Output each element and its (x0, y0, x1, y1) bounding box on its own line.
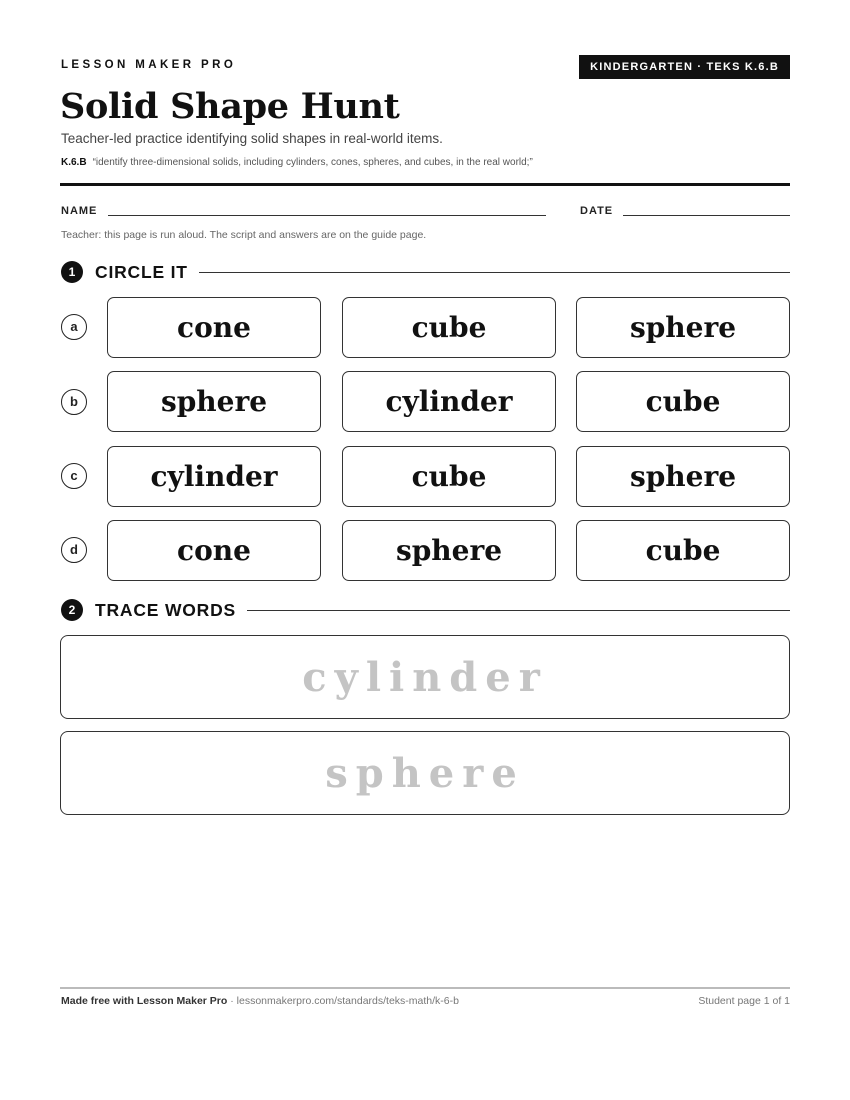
teacher-note: Teacher: this page is run aloud. The script and answers are on the guide page. (61, 229, 427, 241)
name-field-line[interactable] (108, 215, 546, 216)
section-title: TRACE WORDS (95, 599, 237, 620)
word-card[interactable]: cube (342, 297, 556, 358)
name-label: NAME (61, 205, 98, 217)
trace-word-box[interactable]: cylinder (60, 635, 790, 719)
word-card[interactable]: cone (107, 520, 321, 581)
footer-divider (60, 987, 790, 989)
row-letter-a: a (61, 314, 87, 340)
word-card[interactable]: cone (107, 297, 321, 358)
word-card[interactable]: sphere (576, 446, 790, 507)
page-number: Student page 1 of 1 (698, 995, 790, 1007)
worksheet-title: Solid Shape Hunt (60, 86, 400, 127)
standard-line (61, 157, 533, 168)
word-card[interactable]: sphere (576, 297, 790, 358)
grade-standard-badge: KINDERGARTEN · TEKS K.6.B (579, 55, 790, 79)
word-card[interactable]: cube (576, 520, 790, 581)
worksheet-subtitle: Teacher-led practice identifying solid shapes in real-world items. (61, 131, 443, 146)
footer-credit (61, 995, 459, 1007)
section-number-badge: 2 (61, 599, 83, 621)
row-letter-d: d (61, 537, 87, 563)
standard-text: “identify three-dimensional solids, including cylinders, cones, spheres, and cubes, in the real world;” (92, 157, 533, 168)
footer-url[interactable]: · lessonmakerpro.com/standards/teks-math/k-6-b (227, 995, 459, 1007)
word-card[interactable]: cylinder (342, 371, 556, 432)
row-letter-c: c (61, 463, 87, 489)
word-card[interactable]: cylinder (107, 446, 321, 507)
footer-made-with: Made free with Lesson Maker Pro (61, 995, 228, 1007)
word-card[interactable]: cube (342, 446, 556, 507)
standard-code: K.6.B (61, 157, 87, 168)
section-number-badge: 1 (61, 261, 83, 283)
section-circle-it-header (61, 260, 790, 284)
word-card[interactable]: sphere (342, 520, 556, 581)
section-title: CIRCLE IT (95, 261, 188, 282)
date-label: DATE (580, 205, 614, 217)
header-divider (60, 183, 790, 186)
word-card[interactable]: sphere (107, 371, 321, 432)
section-divider (247, 610, 790, 611)
word-card[interactable]: cube (576, 371, 790, 432)
section-divider (199, 272, 790, 273)
row-letter-b: b (61, 389, 87, 415)
section-trace-words-header (61, 598, 790, 622)
date-field-line[interactable] (623, 215, 790, 216)
trace-word-box[interactable]: sphere (60, 731, 790, 815)
brand-name: LESSON MAKER PRO (61, 59, 237, 71)
